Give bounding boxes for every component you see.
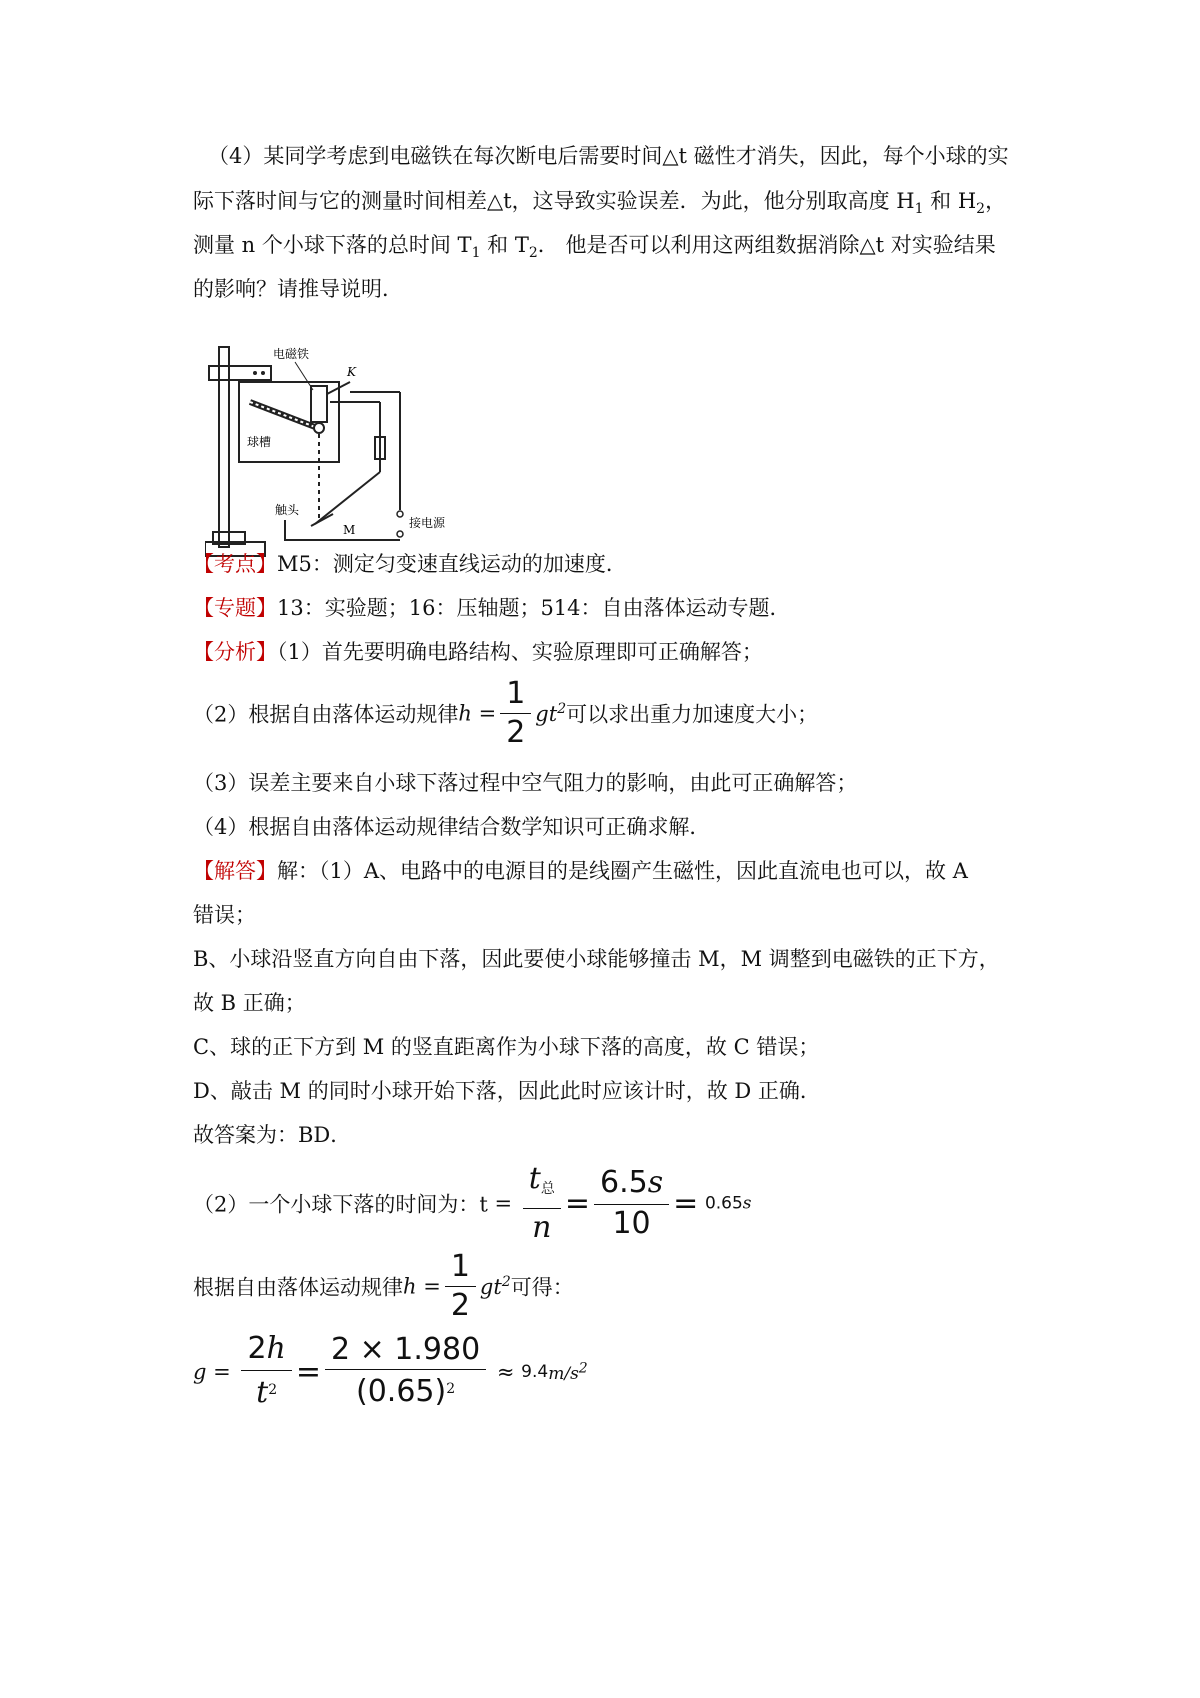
- q4-line-3: 测量 n 个小球下落的总时间 $T_1$ 和 $T_2$． 他是否可以利用这两组数据消除△t 对实验结果: [193, 233, 996, 262]
- label-k: K: [347, 365, 356, 379]
- kaodian-line: 【考点】M5：测定匀变速直线运动的加速度．: [193, 552, 627, 576]
- zhuanti-line: 【专题】13：实验题；16：压轴题；514：自由落体运动专题．: [193, 596, 791, 620]
- label-groove: 球槽: [247, 435, 272, 449]
- ball: [314, 423, 324, 433]
- fenxi-tag: 【分析】: [193, 640, 277, 664]
- ball-groove: [250, 402, 315, 427]
- electromagnet: [311, 386, 327, 422]
- equation-law: 根据自由落体运动规律h = $\frac{1}{2}$ $gt^2$可得：: [193, 1249, 574, 1323]
- jieda-line-2: 错误；: [193, 903, 256, 927]
- q4-line-2: 际下落时间与它的测量时间相差△t，这导致实验误差．为此，他分别取高度 $H_1$ 和 $H_2$，: [193, 189, 1007, 218]
- jieda-line-5: C、球的正下方到 M 的竖直距离作为小球下落的高度，故 C 错误；: [193, 1035, 820, 1059]
- jieda-tag: 【解答】: [193, 859, 277, 883]
- label-magnet: 电磁铁: [273, 347, 310, 361]
- q4-line-1: （4）某同学考虑到电磁铁在每次断电后需要时间△t 磁性才消失，因此，每个小球的实: [208, 144, 1009, 168]
- label-m: M: [343, 523, 356, 537]
- label-power: 接电源: [409, 516, 446, 530]
- jieda-line-7: 故答案为：BD．: [193, 1123, 352, 1147]
- jieda-line-3: B、小球沿竖直方向自由下落，因此要使小球能够撞击 M，M 调整到电磁铁的正下方，: [193, 947, 1000, 971]
- apparatus-figure: [205, 342, 511, 578]
- jieda-line-4: 故 B 正确；: [193, 991, 306, 1015]
- q4-line-4: 的影响？请推导说明．: [193, 277, 403, 301]
- stand-rod: [219, 347, 229, 547]
- kaodian-tag: 【考点】: [193, 552, 277, 576]
- jieda-line-1: 【解答】解：（1）A、电路中的电源目的是线圈产生磁性，因此直流电也可以，故 A: [193, 859, 968, 883]
- fenxi-line-2: （2）根据自由落体运动规律h = $\frac{1}{2}$ $gt^2$可以求出重力加速度大小；: [193, 676, 819, 750]
- fenxi-line-4: （4）根据自由落体运动规律结合数学知识可正确求解．: [193, 815, 711, 839]
- fenxi-line-1: 【分析】（1）首先要明确电路结构、实验原理即可正确解答；: [193, 640, 763, 664]
- zhuanti-tag: 【专题】: [193, 596, 277, 620]
- equation-g: g = $\frac{2h}{t^2}$ = $\frac{2 \times 1.980}{(0.65)^2}$ ≈ $9.4m/s^2$: [193, 1331, 588, 1410]
- label-contact: 触头: [275, 503, 300, 517]
- fenxi-line-3: （3）误差主要来自小球下落过程中空气阻力的影响，由此可正确解答；: [193, 771, 858, 795]
- equation-time: （2）一个小球下落的时间为：t = $\frac{t_总}{n}$ = $\frac{6.5s}{10}$ = 0.65s: [193, 1161, 752, 1246]
- jieda-line-6: D、敲击 M 的同时小球开始下落，因此此时应该计时，故 D 正确．: [193, 1079, 821, 1103]
